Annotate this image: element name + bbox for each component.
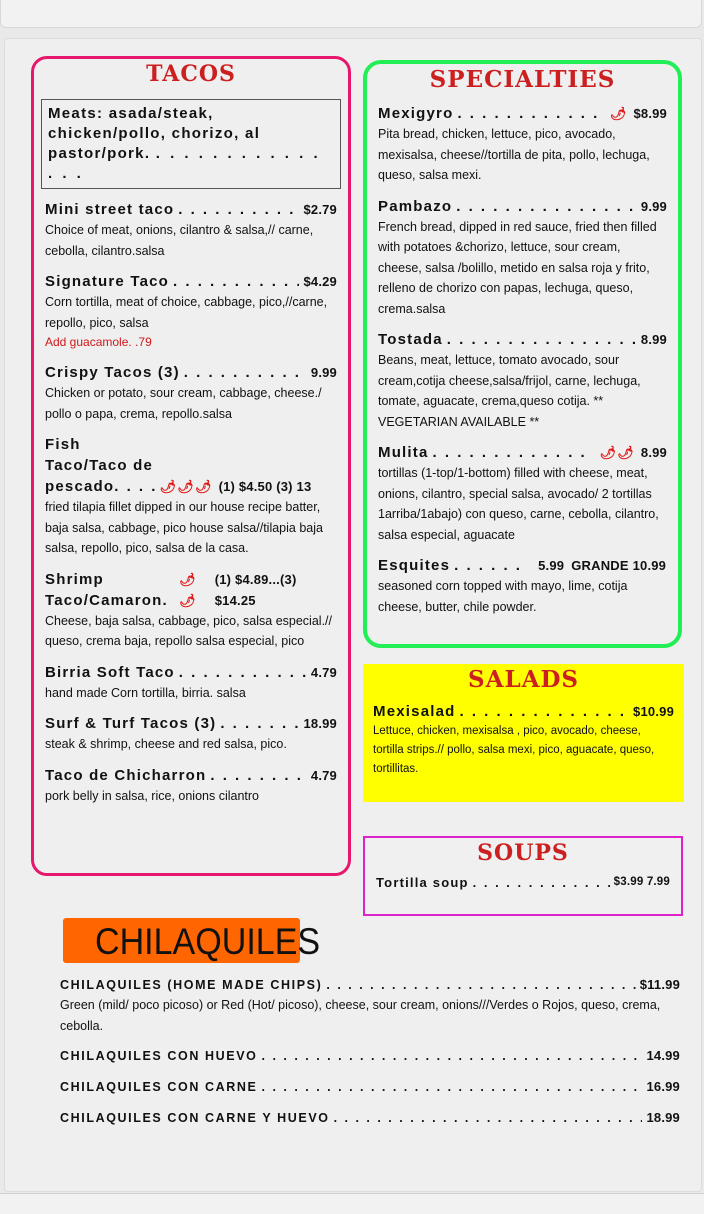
item-name: Shrimp 🌶 (1) $4.89...(3) Taco/Camaron. 🌶 $14.25 <box>45 570 297 609</box>
item-name: Taco de Chicharron <box>45 766 207 784</box>
item-name: Mexigyro <box>378 105 454 122</box>
item-price: 8.99 <box>640 332 667 347</box>
item-name: Pambazo <box>378 197 453 215</box>
item-price: (1) $4.89...(3) <box>214 571 297 587</box>
previous-menu-card <box>0 0 702 28</box>
item-name: Birria Soft Taco <box>45 663 175 681</box>
chili-pepper-icon: 🌶🌶 <box>599 445 635 460</box>
chili-pepper-icon: 🌶 <box>179 592 197 608</box>
salads-section <box>363 664 684 802</box>
item-price: 14.99 <box>646 1048 680 1063</box>
item-price: 4.79 <box>310 767 337 783</box>
meats-text: Meats: asada/steak, chicken/pollo, chorizo, al pastor/pork. <box>48 105 261 162</box>
item-name: CHILAQUILES CON CARNE <box>60 1080 258 1094</box>
item-description: pork belly in salsa, rice, onions cilantro <box>45 788 259 803</box>
item-price: 8.99 <box>640 445 667 460</box>
item-price: $8.99 <box>633 106 667 121</box>
item-description: French bread, dipped in red sauce, fried then filled with potatoes &chorizo, lettuce, sour cream, cheese, salsa /bolillo, metido en salsa roja y frito, relleno de chorizo con papas, lechuga, queso, crema.salsa <box>378 219 657 316</box>
soups-section <box>363 836 683 916</box>
item-description: fried tilapia fillet dipped in our house recipe batter, baja salsa, cabbage, pico house salsa//tilapia baja salsa, repollo, pico, salsa de la casa. <box>45 500 323 555</box>
item-addon-note: Add guacamole. .79 <box>45 335 152 349</box>
item-name: Tortilla soup <box>376 875 469 890</box>
item-price: 4.79 <box>310 664 337 680</box>
item-description: Green (mild/ poco picoso) or Red (Hot/ picoso), cheese, sour cream, onions///Verdes o Rojos, queso, crema, cebolla. <box>60 998 661 1033</box>
item-description: Chicken or potato, sour cream, cabbage, cheese./ pollo o papa, crema, repollo.salsa <box>45 386 322 421</box>
item-name: Mulita <box>378 444 429 461</box>
menu-item <box>365 872 681 893</box>
menu-item <box>60 1077 680 1097</box>
menu-item <box>34 199 348 261</box>
item-description: Cheese, baja salsa, cabbage, pico, salsa especial.// queso, crema baja, repollo salsa especial, pico <box>45 613 332 648</box>
item-description: seasoned corn topped with mayo, lime, cotija cheese, butter, chile powder. <box>378 579 628 614</box>
menu-item <box>367 329 678 432</box>
item-price: $11.99 <box>639 977 680 992</box>
menu-item <box>367 103 678 186</box>
item-description: Beans, meat, lettuce, tomato avocado, sour cream,cotija cheese,salsa/frijol, carne, lechuga, tomate, aguacate, crema,queso cotija. ** VEGETARIAN AVAILABLE ** <box>378 353 641 429</box>
item-price: $2.79 <box>303 202 337 217</box>
item-name: Crispy Tacos (3) <box>45 364 180 381</box>
item-price: $14.25 <box>214 592 256 608</box>
item-name: Mini street taco <box>45 201 175 218</box>
chili-pepper-icon: 🌶 <box>609 106 628 121</box>
item-price: 18.99 <box>646 1110 680 1125</box>
chilaquiles-title: CHILAQUILES <box>95 921 321 962</box>
item-description: hand made Corn tortilla, birria. salsa <box>45 685 246 700</box>
chilaquiles-heading-badge <box>63 918 321 963</box>
menu-item <box>60 975 680 1036</box>
item-price: 9.99 <box>310 365 337 380</box>
menu-item <box>34 569 348 652</box>
chili-pepper-icon: 🌶 <box>179 571 197 587</box>
menu-item <box>34 271 348 352</box>
menu-item <box>60 1046 680 1066</box>
item-name: CHILAQUILES CON HUEVO <box>60 1049 258 1063</box>
meats-box <box>41 99 341 189</box>
item-price: $3.99 7.99 <box>613 876 670 888</box>
item-price: 5.99 <box>538 558 565 573</box>
item-price: $4.29 <box>303 274 337 289</box>
item-name: CHILAQUILES (HOME MADE CHIPS) <box>60 978 323 992</box>
item-name: Surf & Turf Tacos (3) <box>45 715 217 732</box>
item-price: $10.99 <box>633 704 674 719</box>
item-description: Lettuce, chicken, mexisalsa , pico, avocado, cheese, tortilla strips.// pollo, salsa mexi, pico, aguacate, queso, tortillitas. <box>373 725 655 775</box>
chilaquiles-section <box>60 975 680 1128</box>
item-name: Esquites <box>378 557 451 574</box>
meats-dots: . . . . . . . . . . . . . . . <box>48 145 321 182</box>
item-name: Tostada <box>378 331 443 348</box>
tacos-title: TACOS <box>146 61 236 87</box>
item-price: 18.99 <box>303 716 337 731</box>
item-description: Pita bread, chicken, lettuce, pico, avocado, mexisalsa, cheese//tortilla de pita, pollo, lechuga, queso, salsa mexi. <box>378 127 650 182</box>
item-description: Corn tortilla, meat of choice, cabbage, pico,//carne, repollo, pico, salsa <box>45 295 328 330</box>
menu-item <box>34 713 348 755</box>
menu-item <box>34 434 348 559</box>
menu-item <box>363 701 684 779</box>
item-price: 9.99 <box>640 198 667 214</box>
menu-item <box>34 662 348 704</box>
item-description: steak & shrimp, cheese and red salsa, pico. <box>45 737 287 751</box>
menu-item <box>367 555 678 617</box>
item-description: Choice of meat, onions, cilantro & salsa,// carne, cebolla, cilantro.salsa <box>45 223 314 258</box>
tacos-section <box>31 56 351 876</box>
menu-item <box>367 442 678 545</box>
menu-item <box>60 1108 680 1128</box>
item-price: 16.99 <box>646 1079 680 1094</box>
item-name: Mexisalad <box>373 703 456 720</box>
specialties-section <box>363 60 682 648</box>
soups-title: SOUPS <box>477 840 569 866</box>
next-menu-card <box>0 1193 704 1214</box>
specialties-title: SPECIALTIES <box>429 66 616 93</box>
item-name: Signature Taco <box>45 273 170 290</box>
item-price-large: GRANDE 10.99 <box>571 558 667 573</box>
chili-pepper-icon: 🌶🌶🌶 <box>159 479 213 494</box>
salads-title: SALADS <box>467 666 580 693</box>
item-description: tortillas (1-top/1-bottom) filled with cheese, meat, onions, cilantro, special salsa, avocado/ 2 tortillas 1arriba/1abajo) con queso, carne, cebolla, cilantro, salsa especial, aguacate <box>378 466 659 542</box>
item-price: (1) $4.50 (3) 13 <box>218 479 312 494</box>
menu-item <box>34 765 348 807</box>
item-name: CHILAQUILES CON CARNE Y HUEVO <box>60 1111 330 1125</box>
item-name: Fish Taco/Taco de pescado . . . . 🌶🌶🌶 (1) $4.50 (3) 13 <box>45 436 312 495</box>
menu-item <box>34 362 348 424</box>
menu-item <box>367 196 678 320</box>
